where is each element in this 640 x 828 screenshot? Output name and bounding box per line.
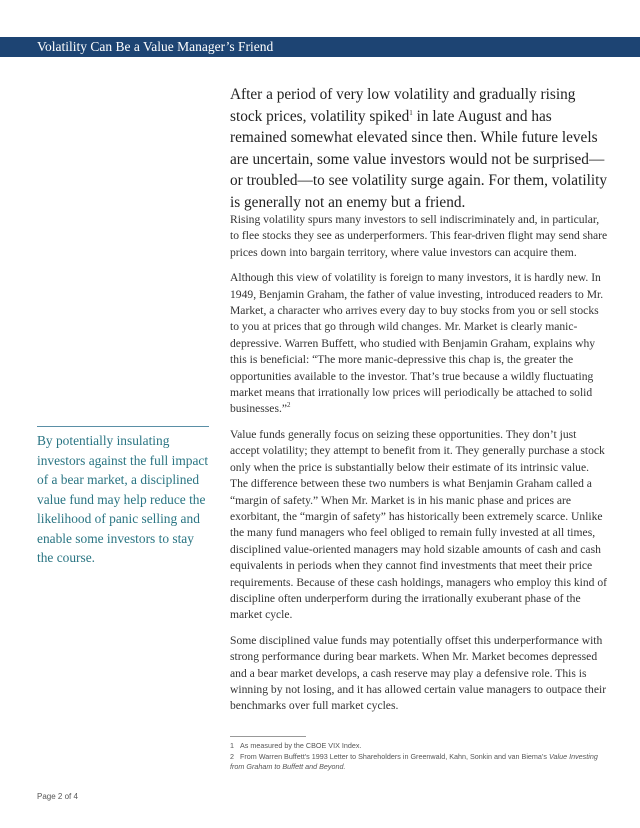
- footnote-2: [230, 752, 610, 773]
- footnote-number: 1: [230, 741, 234, 750]
- paragraph-1: Rising volatility spurs many investors to sell indiscriminately and, in particular, to flee stocks they see as underperformers. This fear-driven flight may send share prices down into bargain territory, where value investors can acquire them.: [230, 213, 608, 259]
- pull-quote-rule: [37, 426, 209, 427]
- footnote-text: As measured by the CBOE VIX Index.: [240, 741, 362, 750]
- intro-paragraph: [230, 84, 610, 213]
- pull-quote: By potentially insulating investors against the full impact of a bear market, a disciplined value fund may help reduce the likelihood of panic selling and enable some investors to stay the course.: [37, 433, 209, 565]
- intro-text: After a period of very low volatility and gradually rising stock prices, volatility spiked: [230, 86, 576, 125]
- page-number: Page 2 of 4: [37, 792, 78, 801]
- footnote-text: From Warren Buffett’s 1993 Letter to Shareholders in Greenwald, Kahn, Sonkin and van Biema’s: [240, 751, 549, 761]
- paragraph-3: Value funds generally focus on seizing these opportunities. They don’t just accept volatility; they attempt to benefit from it. They generally purchase a stock only when the price is substantially below their estimate of its intrinsic value. The difference between these two numbers is what Benjamin Graham called a “margin of safety.” When Mr. Market is in his manic phase and prices are exorbitant, the “margin of safety” has historically been extremely scarce. Unlike the many fund managers who feel obliged to remain fully invested at all times, disciplined value-oriented managers may hold sizable amounts of cash and cash equivalents in periods when they cannot find investments that meet their price requirements. Because of these cash holdings, managers who employ this kind of discipline often underperform during the irrationally exuberant phase of the market cycle.: [230, 427, 608, 622]
- footnote-rule: [230, 736, 306, 737]
- footnote-ref-2[interactable]: 2: [287, 401, 291, 410]
- footnote-book-title: Value Investing from Graham to Buffett and Beyond.: [230, 751, 598, 771]
- footnote-number: 2: [230, 751, 234, 761]
- footnotes: [230, 741, 610, 773]
- paragraph-4: Some disciplined value funds may potentially offset this underperformance with strong performance during bear markets. When Mr. Market becomes depressed and a bear market develops, a cash reserve may play a defensive role. This is winning by not losing, and it has allowed certain value managers to outpace their benchmarks over full market cycles.: [230, 633, 607, 713]
- document-title: Volatility Can Be a Value Manager’s Friend: [37, 39, 274, 54]
- header-bar: [0, 37, 640, 57]
- paragraph-2: [230, 270, 608, 418]
- paragraph-2-text: Although this view of volatility is foreign to many investors, it is hardly new. In 1949, Benjamin Graham, the father of value investing, introduced readers to Mr. Market, a character who arrives every day to buy stocks from you or sell stocks to you at prices that go through wild changes. Mr. Market is clearly manic-depressive. Warren Buffett, who studied with Benjamin Graham, explains why this is beneficial: “The more manic-depressive this chap is, the greater the opportunities available to the investor. That’s true because a wildly fluctuating market means that irrationally low prices will periodically be attached to solid businesses.”: [230, 271, 604, 416]
- footnote-1: [230, 741, 610, 752]
- body-text: [230, 212, 608, 724]
- footnote-ref-1[interactable]: 1: [409, 108, 413, 117]
- intro-text-cont: in late August and has remained somewhat elevated since then. While future levels are uncertain, some value investors would not be surprised—or troubled—to see volatility surge again. For them, volatility is generally not an enemy but a friend.: [230, 107, 607, 211]
